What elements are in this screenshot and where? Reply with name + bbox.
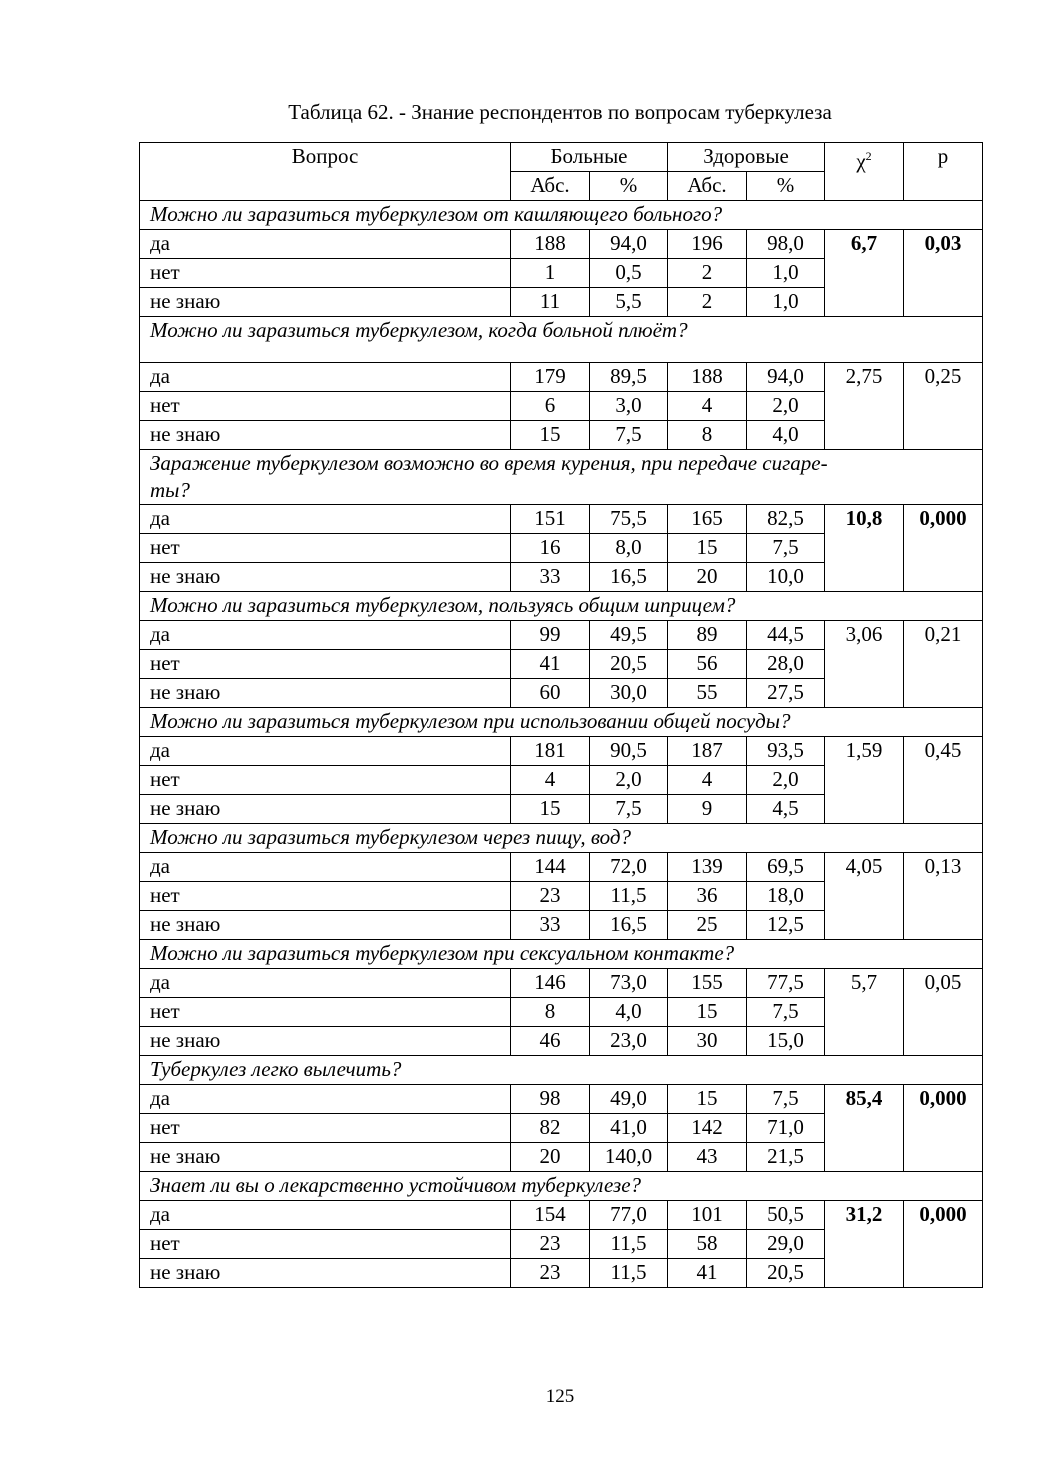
healthy-pct-cell: 10,0 — [747, 563, 825, 592]
question-row — [140, 592, 983, 621]
answer-label: не знаю — [140, 288, 511, 317]
sick-abs-cell: 23 — [511, 1230, 590, 1259]
healthy-pct-cell: 2,0 — [747, 766, 825, 795]
header-chi-label: χ — [856, 149, 866, 173]
answer-label: нет — [140, 766, 511, 795]
header-abs-label: Абс. — [530, 173, 570, 197]
chi2-value: 85,4 — [825, 1085, 904, 1172]
sick-abs-cell: 11 — [511, 288, 590, 317]
healthy-pct-cell: 21,5 — [747, 1143, 825, 1172]
answer-label: нет — [140, 998, 511, 1027]
answer-row — [140, 363, 983, 392]
question-text: Знает ли вы о лекарственно устойчивом туберкулезе? — [140, 1172, 983, 1201]
healthy-pct-cell: 2,0 — [747, 392, 825, 421]
p-value: 0,03 — [904, 230, 983, 317]
healthy-abs-cell: 55 — [668, 679, 747, 708]
sick-pct-cell: 89,5 — [590, 363, 668, 392]
healthy-abs-cell: 142 — [668, 1114, 747, 1143]
p-value: 0,000 — [904, 1085, 983, 1172]
healthy-pct-cell: 1,0 — [747, 259, 825, 288]
sick-pct-cell: 94,0 — [590, 230, 668, 259]
sick-pct-cell: 16,5 — [590, 563, 668, 592]
answer-label: да — [140, 737, 511, 766]
healthy-abs-cell: 41 — [668, 1259, 747, 1288]
answer-row — [140, 969, 983, 998]
answer-label: нет — [140, 534, 511, 563]
header-sick-abs — [511, 172, 590, 201]
question-text: Заражение туберкулезом возможно во время курения, при передаче сигаре- ты? — [140, 450, 983, 505]
question-row — [140, 940, 983, 969]
sick-abs-cell: 23 — [511, 882, 590, 911]
sick-abs-cell: 1 — [511, 259, 590, 288]
p-value: 0,13 — [904, 853, 983, 940]
header-sick-label: Больные — [550, 144, 628, 168]
answer-label: нет — [140, 650, 511, 679]
question-row — [140, 201, 983, 230]
sick-pct-cell: 11,5 — [590, 1259, 668, 1288]
answer-label: нет — [140, 882, 511, 911]
healthy-pct-cell: 28,0 — [747, 650, 825, 679]
sick-pct-cell: 49,0 — [590, 1085, 668, 1114]
sick-pct-cell: 20,5 — [590, 650, 668, 679]
sick-pct-cell: 72,0 — [590, 853, 668, 882]
sick-pct-cell: 5,5 — [590, 288, 668, 317]
answer-label: да — [140, 621, 511, 650]
sick-pct-cell: 11,5 — [590, 1230, 668, 1259]
healthy-abs-cell: 20 — [668, 563, 747, 592]
sick-pct-cell: 23,0 — [590, 1027, 668, 1056]
sick-abs-cell: 181 — [511, 737, 590, 766]
chi2-value: 3,06 — [825, 621, 904, 708]
sick-abs-cell: 15 — [511, 421, 590, 450]
healthy-abs-cell: 43 — [668, 1143, 747, 1172]
answer-row — [140, 230, 983, 259]
header-sick-pct — [590, 172, 668, 201]
healthy-pct-cell: 50,5 — [747, 1201, 825, 1230]
healthy-pct-cell: 4,0 — [747, 421, 825, 450]
healthy-pct-cell: 44,5 — [747, 621, 825, 650]
survey-table — [139, 142, 983, 1288]
sick-pct-cell: 11,5 — [590, 882, 668, 911]
healthy-pct-cell: 93,5 — [747, 737, 825, 766]
question-row — [140, 1056, 983, 1085]
answer-label: нет — [140, 259, 511, 288]
table-body — [140, 143, 983, 1288]
answer-label: не знаю — [140, 795, 511, 824]
healthy-abs-cell: 36 — [668, 882, 747, 911]
header-row-top — [140, 143, 983, 172]
healthy-pct-cell: 15,0 — [747, 1027, 825, 1056]
question-row — [140, 708, 983, 737]
sick-abs-cell: 33 — [511, 911, 590, 940]
sick-abs-cell: 4 — [511, 766, 590, 795]
sick-pct-cell: 90,5 — [590, 737, 668, 766]
answer-label: да — [140, 1201, 511, 1230]
sick-abs-cell: 60 — [511, 679, 590, 708]
question-row — [140, 450, 983, 505]
healthy-abs-cell: 139 — [668, 853, 747, 882]
sick-pct-cell: 49,5 — [590, 621, 668, 650]
sick-abs-cell: 23 — [511, 1259, 590, 1288]
healthy-abs-cell: 25 — [668, 911, 747, 940]
table-caption: Таблица 62. - Знание респондентов по вопросам туберкулеза — [288, 100, 832, 124]
p-value: 0,000 — [904, 505, 983, 592]
sick-pct-cell: 7,5 — [590, 421, 668, 450]
healthy-abs-cell: 188 — [668, 363, 747, 392]
healthy-pct-cell: 82,5 — [747, 505, 825, 534]
healthy-abs-cell: 56 — [668, 650, 747, 679]
healthy-abs-cell: 155 — [668, 969, 747, 998]
healthy-pct-cell: 4,5 — [747, 795, 825, 824]
chi2-value: 5,7 — [825, 969, 904, 1056]
sick-pct-cell: 75,5 — [590, 505, 668, 534]
answer-label: да — [140, 969, 511, 998]
healthy-pct-cell: 20,5 — [747, 1259, 825, 1288]
sick-abs-cell: 41 — [511, 650, 590, 679]
sick-abs-cell: 16 — [511, 534, 590, 563]
header-abs-label: Абс. — [687, 173, 727, 197]
healthy-pct-cell: 94,0 — [747, 363, 825, 392]
answer-label: не знаю — [140, 911, 511, 940]
healthy-pct-cell: 12,5 — [747, 911, 825, 940]
sick-abs-cell: 46 — [511, 1027, 590, 1056]
sick-abs-cell: 20 — [511, 1143, 590, 1172]
sick-pct-cell: 7,5 — [590, 795, 668, 824]
sick-pct-cell: 73,0 — [590, 969, 668, 998]
chi2-value: 6,7 — [825, 230, 904, 317]
question-text: Можно ли заразиться туберкулезом, пользуясь общим шприцем? — [140, 592, 983, 621]
healthy-pct-cell: 77,5 — [747, 969, 825, 998]
header-pct-label: % — [619, 173, 638, 197]
healthy-abs-cell: 15 — [668, 1085, 747, 1114]
chi2-value: 4,05 — [825, 853, 904, 940]
p-value: 0,05 — [904, 969, 983, 1056]
sick-pct-cell: 0,5 — [590, 259, 668, 288]
healthy-abs-cell: 89 — [668, 621, 747, 650]
header-healthy-abs — [668, 172, 747, 201]
sick-pct-cell: 140,0 — [590, 1143, 668, 1172]
question-text: Можно ли заразиться туберкулезом через пищу, вод? — [140, 824, 983, 853]
healthy-abs-cell: 30 — [668, 1027, 747, 1056]
sick-abs-cell: 188 — [511, 230, 590, 259]
sick-pct-cell: 8,0 — [590, 534, 668, 563]
sick-pct-cell: 3,0 — [590, 392, 668, 421]
sick-abs-cell: 6 — [511, 392, 590, 421]
healthy-abs-cell: 165 — [668, 505, 747, 534]
healthy-abs-cell: 15 — [668, 998, 747, 1027]
header-question — [140, 143, 511, 201]
answer-label: да — [140, 363, 511, 392]
answer-label: да — [140, 230, 511, 259]
healthy-abs-cell: 196 — [668, 230, 747, 259]
healthy-pct-cell: 98,0 — [747, 230, 825, 259]
answer-label: не знаю — [140, 1143, 511, 1172]
header-healthy — [668, 143, 825, 172]
healthy-pct-cell: 18,0 — [747, 882, 825, 911]
page-number: 125 — [545, 1386, 575, 1407]
p-value: 0,45 — [904, 737, 983, 824]
healthy-pct-cell: 27,5 — [747, 679, 825, 708]
question-text: Можно ли заразиться туберкулезом, когда больной плюёт? — [140, 317, 983, 363]
sick-abs-cell: 82 — [511, 1114, 590, 1143]
header-chi2 — [825, 143, 904, 201]
healthy-abs-cell: 187 — [668, 737, 747, 766]
sick-pct-cell: 4,0 — [590, 998, 668, 1027]
healthy-abs-cell: 4 — [668, 392, 747, 421]
sick-abs-cell: 15 — [511, 795, 590, 824]
answer-label: да — [140, 1085, 511, 1114]
chi2-value: 1,59 — [825, 737, 904, 824]
sick-abs-cell: 179 — [511, 363, 590, 392]
healthy-pct-cell: 69,5 — [747, 853, 825, 882]
answer-row — [140, 1085, 983, 1114]
sick-pct-cell: 2,0 — [590, 766, 668, 795]
healthy-abs-cell: 58 — [668, 1230, 747, 1259]
sick-abs-cell: 8 — [511, 998, 590, 1027]
answer-label: нет — [140, 392, 511, 421]
healthy-abs-cell: 9 — [668, 795, 747, 824]
answer-label: не знаю — [140, 1259, 511, 1288]
healthy-pct-cell: 1,0 — [747, 288, 825, 317]
answer-label: нет — [140, 1114, 511, 1143]
question-text: Туберкулез легко вылечить? — [140, 1056, 983, 1085]
chi2-value: 31,2 — [825, 1201, 904, 1288]
sick-pct-cell: 41,0 — [590, 1114, 668, 1143]
question-text: Можно ли заразиться туберкулезом при использовании общей посуды? — [140, 708, 983, 737]
answer-label: не знаю — [140, 679, 511, 708]
healthy-pct-cell: 7,5 — [747, 998, 825, 1027]
answer-label: не знаю — [140, 421, 511, 450]
healthy-pct-cell: 7,5 — [747, 1085, 825, 1114]
answer-row — [140, 853, 983, 882]
chi2-value: 10,8 — [825, 505, 904, 592]
sick-abs-cell: 99 — [511, 621, 590, 650]
question-row — [140, 317, 983, 363]
answer-label: нет — [140, 1230, 511, 1259]
header-chi-sup: 2 — [865, 149, 872, 163]
healthy-pct-cell: 29,0 — [747, 1230, 825, 1259]
healthy-abs-cell: 2 — [668, 259, 747, 288]
sick-abs-cell: 144 — [511, 853, 590, 882]
p-value: 0,21 — [904, 621, 983, 708]
answer-row — [140, 505, 983, 534]
header-sick — [511, 143, 668, 172]
header-question-label: Вопрос — [291, 144, 359, 168]
header-healthy-label: Здоровые — [703, 144, 789, 168]
answer-label: не знаю — [140, 563, 511, 592]
sick-abs-cell: 33 — [511, 563, 590, 592]
healthy-pct-cell: 7,5 — [747, 534, 825, 563]
answer-label: да — [140, 505, 511, 534]
question-row — [140, 824, 983, 853]
header-pct-label: % — [776, 173, 795, 197]
header-p — [904, 143, 983, 201]
answer-row — [140, 1201, 983, 1230]
healthy-abs-cell: 4 — [668, 766, 747, 795]
answer-label: не знаю — [140, 1027, 511, 1056]
answer-row — [140, 737, 983, 766]
header-p-label: р — [937, 144, 949, 168]
answer-row — [140, 621, 983, 650]
header-healthy-pct — [747, 172, 825, 201]
healthy-abs-cell: 2 — [668, 288, 747, 317]
question-row — [140, 1172, 983, 1201]
sick-abs-cell: 151 — [511, 505, 590, 534]
question-text: Можно ли заразиться туберкулезом при сексуальном контакте? — [140, 940, 983, 969]
healthy-abs-cell: 8 — [668, 421, 747, 450]
sick-pct-cell: 77,0 — [590, 1201, 668, 1230]
answer-label: да — [140, 853, 511, 882]
healthy-abs-cell: 15 — [668, 534, 747, 563]
healthy-pct-cell: 71,0 — [747, 1114, 825, 1143]
sick-abs-cell: 146 — [511, 969, 590, 998]
sick-abs-cell: 154 — [511, 1201, 590, 1230]
sick-abs-cell: 98 — [511, 1085, 590, 1114]
chi2-value: 2,75 — [825, 363, 904, 450]
question-text: Можно ли заразиться туберкулезом от кашляющего больного? — [140, 201, 983, 230]
p-value: 0,000 — [904, 1201, 983, 1288]
sick-pct-cell: 30,0 — [590, 679, 668, 708]
healthy-abs-cell: 101 — [668, 1201, 747, 1230]
sick-pct-cell: 16,5 — [590, 911, 668, 940]
p-value: 0,25 — [904, 363, 983, 450]
